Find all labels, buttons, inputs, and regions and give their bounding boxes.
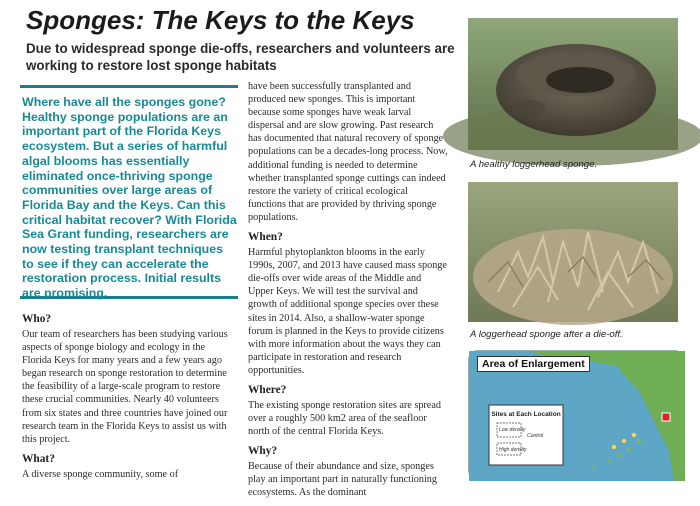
continued-paragraph: have been successfully transplanted and produced new sponges. This is important because some sponges have weak larval dispersal and are slow growing. Past research has documented that natural recovery of sponge populations can be a decades-long process. Now, additional funding is needed to determine whether transplanted sponge cuttings can indeed restore the variety of critical ecological functions that are provided by thriving sponge populations. bbox=[248, 81, 448, 223]
text-column-middle bbox=[248, 80, 448, 506]
what-heading: What? bbox=[22, 452, 55, 465]
map-title: Area of Enlargement bbox=[477, 356, 590, 372]
who-heading: Who? bbox=[22, 313, 52, 325]
healthy-sponge-caption: A healthy loggerhead sponge. bbox=[470, 159, 598, 170]
map-legend-control: Control bbox=[527, 433, 544, 439]
dieoff-sponge-caption: A loggerhead sponge after a die-off. bbox=[470, 329, 623, 340]
healthy-sponge-photo bbox=[468, 18, 678, 150]
article-title: Sponges: The Keys to the Keys bbox=[26, 5, 415, 35]
intro-text: Where have all the sponges gone? Healthy sponge populations are an important part of the Florida Keys ecosystem. But a series of harmful algal blooms has essentially eliminated once-thriving sponge communities over large areas of Florida Bay and the Keys. Can this critical habitat recover? With Florida Sea Grant funding, researchers are now testing transplant techniques to see if they can accelerate the restoration process. Initial results are promising. bbox=[22, 95, 237, 301]
where-heading: Where? bbox=[248, 383, 287, 396]
why-heading: Why? bbox=[248, 445, 278, 458]
intro-box bbox=[20, 85, 238, 299]
dieoff-sponge-photo bbox=[468, 182, 678, 322]
when-paragraph: Harmful phytoplankton blooms in the early 1990s, 2007, and 2013 have caused mass sponge die-offs over wide areas of the Middle and Upper Keys. We will test the survival and growth of additional sponge species over these sites in 2014. Also, a shallow-water sponge forum is planned in the Keys to provide citizens with more information about the ways they can participate in restoration and research opportunities. bbox=[248, 247, 447, 376]
map-legend-low: Low density bbox=[499, 427, 526, 433]
who-paragraph: Our team of researchers has been studying various aspects of sponge biology and ecology in the Florida Keys for many years and a few years ago began research on sponge restoration to determine the feasibility of a large-scale program to restore these crucial communities. Nearly 40 volunteers from six states and three countries have joined our research team in the Florida Keys to assist us with this project. bbox=[22, 329, 228, 445]
area-map bbox=[468, 350, 684, 480]
healthy-sponge-illustration bbox=[468, 18, 678, 150]
map-legend-title: Sites at Each Location bbox=[491, 411, 561, 418]
what-paragraph: A diverse sponge community, some of bbox=[22, 468, 179, 480]
article-subtitle: Due to widespread sponge die-offs, researchers and volunteers are working to restore lost sponge habitats bbox=[26, 41, 455, 73]
dieoff-sponge-illustration bbox=[468, 182, 678, 322]
when-heading: When? bbox=[248, 231, 283, 244]
where-paragraph: The existing sponge restoration sites are spread over a roughly 500 km2 area of the seafloor north of the central Florida Keys. bbox=[248, 399, 441, 438]
map-legend-high: High density bbox=[499, 447, 527, 453]
text-column-left bbox=[22, 312, 236, 487]
why-paragraph: Because of their abundance and size, sponges play an important part in naturally functioning ecosystems. As the dominant bbox=[248, 461, 437, 499]
